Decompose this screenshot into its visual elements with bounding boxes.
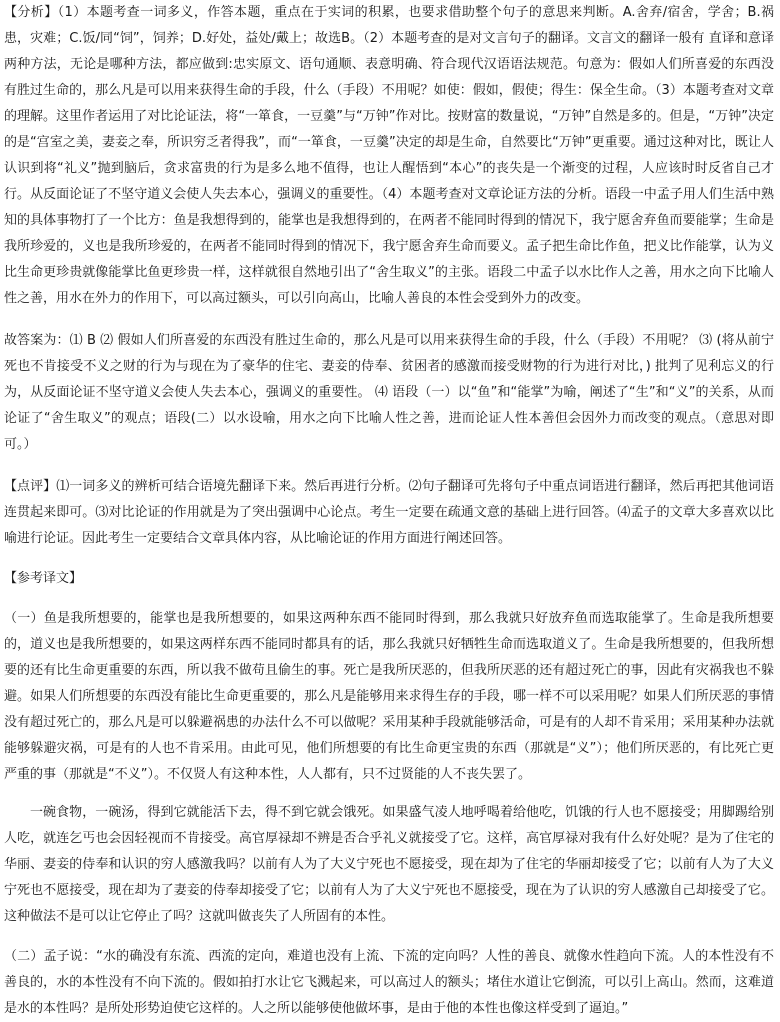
translation-paragraph-1: （一）鱼是我所想要的，能掌也是我所想要的，如果这两种东西不能同时得到，那么我就只好放弃鱼而选取能掌了。生命是我所想要的，道义也是我所想要的，如果这两样东西不能同时都具有的话，那么我就只好牺牲生命而选取道义了。生命是我所想要的，但我所想要的还有比生命更重要的东西，所以我不做苟且偷生的事。死亡是我所厌恶的，但我所厌恶的还有超过死亡的事，因此有灾祸我也不躲避。如果人们所想要的东西没有能比生命更重要的，那么凡是能够用来求得生存的手段，哪一样不可以采用呢？如果人们所厌恶的事情没有超过死亡的，那么凡是可以躲避祸患的办法什么不可以做呢？采用某种手段就能够活命，可是有的人却不肯采用；采用某种办法就能够躲避灾祸，可是有的人也不肯采用。由此可见，他们所想要的有比生命更宝贵的东西（那就是“义”）；他们所厌恶的，有比死亡更严重的事（那就是“不义”）。不仅贤人有这种本性，人人都有，只不过贤能的人不丧失罢了。 xyxy=(4,611,774,782)
answer-paragraph: 故答案为：⑴ B ⑵ 假如人们所喜爱的东西没有胜过生命的，那么凡是可以用来获得生命的手段，什么（手段）不用呢？ ⑶ (将从前宁死也不肯接受不义之财的行为与现在为了豪华的住宅、妻妾的侍奉、贫困者的感激而接受财物的行为进行对比，) 批判了见利忘义的行为，从反面论证不坚守道义会使人失去本心，强调义的重要性。 ⑷ 语段（一）以“鱼”和“能掌”为喻，阐述了“生”和“义”的关系，从而论证了“舍生取义”的观点；语段(二）以水设喻，用水之向下比喻人性之善，进而论证人性本善但会因外力而改变的观点。（意思对即可。） xyxy=(4,333,774,452)
analysis-paragraph: 【分析】（1）本题考查一词多义，作答本题，重点在于实词的积累，也要求借助整个句子的意思来判断。A.舍弃/宿舍，学舍；B.祸患，灾难；C.饭/同“饲”，饲养；D.好处，益处/戴上；故选B。（2）本题考查的是对文言句子的翻译。文言文的翻译一般有 直译和意译两种方法，无论是哪种方法，都应做到:忠实原文、语句通顺、表意明确、符合现代汉语语法规范。句意为：假如人们所喜爱的东西没有胜过生命的，那么凡是可以用来获得生命的手段，什么（手段）不用呢？如使：假如，假使；得生：保全生命。（3）本题考查对文章的理解。这里作者运用了对比论证法，将“一箪食，一豆羹”与“万钟”作对比。按财富的数量说，“万钟”自然是多的。但是，“万钟”决定的是“宫室之美，妻妾之奉，所识穷乏者得我”，而“一箪食，一豆羹”决定的却是生命，自然要比“万钟”更重要。通过这种对比，既让人认识到将“礼义”抛到脑后，贪求富贵的行为是多么地不值得，也让人醒悟到“本心”的丧失是一个渐变的过程，人应该时时反省自己才行。从反面论证了不坚守道义会使人失去本心，强调义的重要性。（4）本题考查对文章论证方法的分析。语段一中孟子用人们生活中熟知的具体事物打了一个比方：鱼是我想得到的，能掌也是我想得到的，在两者不能同时得到的情况下，我宁愿舍弃鱼而要能掌；生命是我所珍爱的，义也是我所珍爱的，在两者不能同时得到的情况下，我宁愿舍弃生命而要义。孟子把生命比作鱼，把义比作能掌，认为义比生命更珍贵就像能掌比鱼更珍贵一样，这样就很自然地引出了“舍生取义”的主张。语段二中孟子以水比作人之善，用水之向下比喻人性之善，用水在外力的作用下，可以高过额头，可以引向高山，比喻人善良的本性会受到外力的改变。 xyxy=(4,5,774,306)
translation-paragraph-2: 一碗食物，一碗汤，得到它就能活下去，得不到它就会饿死。如果盛气凌人地呼喝着给他吃，饥饿的行人也不愿接受；用脚踢给别人吃，就连乞丐也会因轻视而不肯接受。高官厚禄却不辨是否合乎礼义就接受了它。这样，高官厚禄对我有什么好处呢？是为了住宅的华丽、妻妾的侍奉和认识的穷人感激我吗？以前有人为了大义宁死也不愿接受，现在却为了住宅的华丽却接受了它；以前有人为了大义宁死也不愿接受，现在却为了妻妾的侍奉却接受了它；以前有人为了大义宁死也不愿接受，现在为了认识的穷人感激自己却接受了它。这种做法不是可以让它停止了吗？这就叫做丧失了人所固有的本性。 xyxy=(4,805,774,924)
comment-paragraph: 【点评】⑴一词多义的辨析可结合语境先翻译下来。然后再进行分析。⑵句子翻译可先将句子中重点词语进行翻译，然后再把其他词语连贯起来即可。⑶对比论证的作用就是为了突出强调中心论点。考生一定要在疏通文意的基础上进行回答。⑷孟子的文章大多喜欢以比喻进行论证。因此考生一定要结合文章具体内容，从比喻论证的作用方面进行阐述回答。 xyxy=(4,479,774,546)
translation-paragraph-3: （二）孟子说：“水的确没有东流、西流的定向，难道也没有上流、下流的定向吗？人性的善良、就像水性趋向下流。人的本性没有不善良的，水的本性没有不向下流的。假如拍打水让它飞溅起来，可以高过人的额头；堵住水道让它倒流，可以引上高山。然而，这难道是水的本性吗？是所处形势迫使它这样的。人之所以能够使他做坏事，是由于他的本性也像这样受到了逼迫。” xyxy=(4,949,774,1016)
translation-heading: 【参考译文】 xyxy=(4,571,83,586)
